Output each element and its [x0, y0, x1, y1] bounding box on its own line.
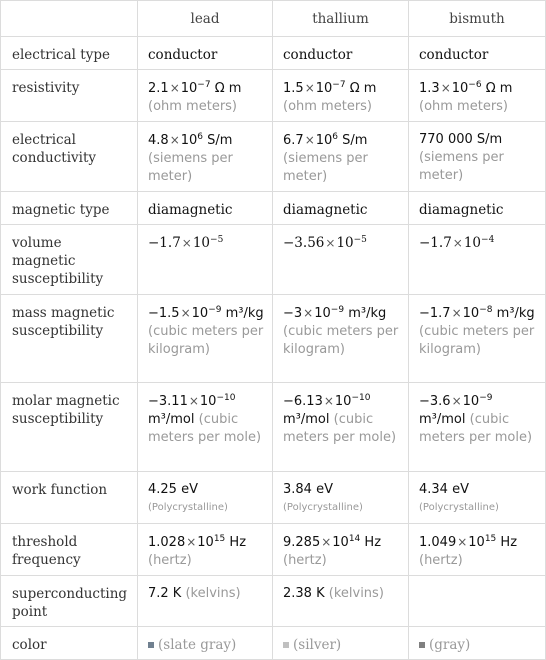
row-volume-susceptibility [1, 225, 546, 295]
unit-note: (kelvins) [185, 586, 241, 601]
mantissa: 1.3 [419, 81, 440, 96]
volume-susceptibility-bismuth [409, 225, 546, 295]
column-header-lead: lead [138, 1, 273, 37]
exponent: −10 [351, 393, 371, 403]
unit-note: (ohm meters) [148, 99, 238, 114]
header-empty [1, 1, 138, 37]
mantissa: −1.7 [419, 235, 452, 251]
unit: m³/mol [148, 412, 195, 427]
value: 3.84 eV [283, 482, 333, 497]
base: 10 [192, 235, 211, 251]
exponent: 15 [213, 534, 226, 544]
molar-susceptibility-thallium [273, 383, 409, 472]
note: (Polycrystalline) [148, 502, 228, 513]
mantissa: 1.5 [283, 81, 304, 96]
threshold-frequency-thallium [273, 524, 409, 576]
mantissa: −6.13 [283, 394, 323, 409]
times-sign: × [304, 81, 315, 95]
resistivity-thallium [273, 70, 409, 122]
unit-note: (kelvins) [328, 586, 384, 601]
unit-note: (cubic meters per mole) [148, 412, 262, 445]
base: 10 [314, 306, 331, 321]
unit-note: (cubic meters per mole) [419, 412, 533, 445]
superconducting-point-thallium [273, 576, 409, 627]
unit: m³/kg [225, 306, 264, 321]
mantissa: 2.1 [148, 81, 169, 96]
mantissa: −1.5 [148, 306, 180, 321]
base: 10 [462, 306, 480, 321]
color-thallium [273, 627, 409, 660]
exponent: −7 [197, 80, 211, 90]
exponent: −7 [332, 80, 346, 90]
exponent: −9 [330, 305, 345, 315]
electrical-type-thallium: conductor [273, 37, 409, 70]
exponent: −5 [210, 235, 224, 245]
row-color [1, 627, 546, 660]
row-magnetic-type [1, 192, 546, 225]
color-name: (silver) [293, 637, 342, 653]
base: 10 [336, 235, 354, 251]
color-swatch [419, 642, 425, 648]
unit-note: (siemens per meter) [148, 151, 233, 184]
work-function-thallium [273, 472, 409, 524]
value: 4.34 eV [419, 482, 469, 497]
volume-susceptibility-thallium [273, 225, 409, 295]
color-swatch [283, 642, 289, 648]
times-sign: × [457, 535, 468, 549]
times-sign: × [188, 394, 199, 408]
unit: m³/mol [419, 412, 466, 427]
times-sign: × [452, 236, 463, 250]
row-molar-susceptibility [1, 383, 546, 472]
color-swatch [148, 642, 154, 648]
row-label: color [1, 627, 138, 660]
unit: m³/kg [496, 306, 535, 321]
times-sign: × [440, 81, 451, 95]
unit: Ω m [214, 81, 242, 96]
base: 10 [191, 306, 209, 321]
exponent: −5 [353, 235, 367, 245]
base: 10 [468, 535, 485, 550]
superconducting-point-lead [138, 576, 273, 627]
mantissa: −1.7 [419, 306, 451, 321]
color-bismuth [409, 627, 546, 660]
times-sign: × [186, 535, 197, 549]
base: 10 [199, 394, 217, 409]
resistivity-bismuth [409, 70, 546, 122]
mantissa: 9.285 [283, 535, 321, 550]
row-threshold-frequency [1, 524, 546, 576]
threshold-frequency-bismuth [409, 524, 546, 576]
column-header-thallium: thallium [273, 1, 409, 37]
base: 10 [315, 81, 333, 96]
exponent: 14 [348, 534, 361, 544]
work-function-bismuth [409, 472, 546, 524]
unit-note: (hertz) [419, 553, 463, 568]
row-work-function [1, 472, 546, 524]
mass-susceptibility-lead [138, 295, 273, 383]
unit: Hz [364, 535, 382, 550]
times-sign: × [325, 236, 336, 250]
color-name: (gray) [429, 637, 471, 653]
unit-note: (ohm meters) [283, 99, 373, 114]
conductivity-bismuth [409, 122, 546, 192]
times-sign: × [169, 133, 180, 147]
row-label: superconducting point [1, 576, 138, 627]
magnetic-type-thallium: diamagnetic [273, 192, 409, 225]
times-sign: × [323, 394, 334, 408]
unit: m³/mol [283, 412, 330, 427]
base: 10 [332, 535, 349, 550]
header-row [1, 1, 546, 37]
unit-note: (siemens per meter) [283, 151, 368, 184]
row-label: threshold frequency [1, 524, 138, 576]
base: 10 [462, 394, 480, 409]
molar-susceptibility-lead [138, 383, 273, 472]
times-sign: × [321, 535, 332, 549]
unit-note: (cubic meters per kilogram) [148, 324, 264, 357]
mantissa: −3.6 [419, 394, 451, 409]
mantissa: 6.7 [283, 133, 304, 148]
unit-note: (cubic meters per mole) [283, 412, 397, 445]
color-name: (slate gray) [158, 637, 237, 653]
mantissa: −1.7 [148, 235, 181, 251]
base: 10 [197, 535, 214, 550]
times-sign: × [451, 394, 462, 408]
exponent: −6 [468, 80, 482, 90]
superconducting-point-bismuth [409, 576, 546, 627]
row-label: volume magnetic susceptibility [1, 225, 138, 295]
times-sign: × [181, 236, 192, 250]
conductivity-lead [138, 122, 273, 192]
base: 10 [315, 133, 333, 148]
row-label: electrical type [1, 37, 138, 70]
base: 10 [334, 394, 352, 409]
row-resistivity [1, 70, 546, 122]
resistivity-lead [138, 70, 273, 122]
base: 10 [180, 81, 198, 96]
exponent: −4 [481, 235, 495, 245]
row-label: magnetic type [1, 192, 138, 225]
mantissa: 1.028 [148, 535, 186, 550]
row-superconducting-point [1, 576, 546, 627]
unit: Ω m [485, 81, 513, 96]
row-label: molar magnetic susceptibility [1, 383, 138, 472]
times-sign: × [303, 306, 314, 320]
row-electrical-conductivity [1, 122, 546, 192]
mass-susceptibility-bismuth [409, 295, 546, 383]
unit: m³/kg [348, 306, 387, 321]
electrical-type-lead: conductor [138, 37, 273, 70]
exponent: −9 [208, 305, 222, 315]
row-label: electrical conductivity [1, 122, 138, 192]
unit-note: (cubic meters per kilogram) [283, 324, 399, 357]
color-lead [138, 627, 273, 660]
note: (Polycrystalline) [283, 502, 363, 513]
unit: S/m [342, 133, 368, 148]
exponent: 6 [332, 132, 339, 142]
exponent: 6 [197, 132, 204, 142]
base: 10 [451, 81, 469, 96]
exponent: 15 [484, 534, 497, 544]
unit: Ω m [349, 81, 377, 96]
value: 770 000 [419, 132, 473, 147]
row-electrical-type [1, 37, 546, 70]
unit-note: (hertz) [148, 553, 192, 568]
magnetic-type-bismuth: diamagnetic [409, 192, 546, 225]
mass-susceptibility-thallium [273, 295, 409, 383]
note: (Polycrystalline) [419, 502, 499, 513]
unit: S/m [207, 133, 233, 148]
unit-note: (hertz) [283, 553, 327, 568]
row-label: mass magnetic susceptibility [1, 295, 138, 383]
mantissa: −3.11 [148, 394, 188, 409]
row-label: work function [1, 472, 138, 524]
unit-note: (ohm meters) [419, 99, 509, 114]
unit: Hz [229, 535, 247, 550]
mantissa: −3 [283, 306, 303, 321]
value: 7.2 K [148, 586, 182, 601]
magnetic-type-lead: diamagnetic [138, 192, 273, 225]
conductivity-thallium [273, 122, 409, 192]
column-header-bismuth: bismuth [409, 1, 546, 37]
threshold-frequency-lead [138, 524, 273, 576]
exponent: −8 [479, 305, 493, 315]
times-sign: × [180, 306, 191, 320]
unit-note: (cubic meters per kilogram) [419, 324, 535, 357]
unit: Hz [500, 535, 518, 550]
row-mass-susceptibility [1, 295, 546, 383]
base: 10 [463, 235, 482, 251]
work-function-lead [138, 472, 273, 524]
times-sign: × [169, 81, 180, 95]
molar-susceptibility-bismuth [409, 383, 546, 472]
volume-susceptibility-lead [138, 225, 273, 295]
times-sign: × [304, 133, 315, 147]
mantissa: −3.56 [283, 235, 325, 251]
exponent: −10 [216, 393, 236, 403]
base: 10 [180, 133, 198, 148]
unit-note: (siemens per meter) [419, 150, 504, 183]
mantissa: 4.8 [148, 133, 169, 148]
exponent: −9 [479, 393, 493, 403]
mantissa: 1.049 [419, 535, 457, 550]
value: 2.38 K [283, 586, 325, 601]
times-sign: × [451, 306, 462, 320]
row-label: resistivity [1, 70, 138, 122]
unit: S/m [476, 132, 503, 147]
electrical-type-bismuth: conductor [409, 37, 546, 70]
value: 4.25 eV [148, 482, 198, 497]
